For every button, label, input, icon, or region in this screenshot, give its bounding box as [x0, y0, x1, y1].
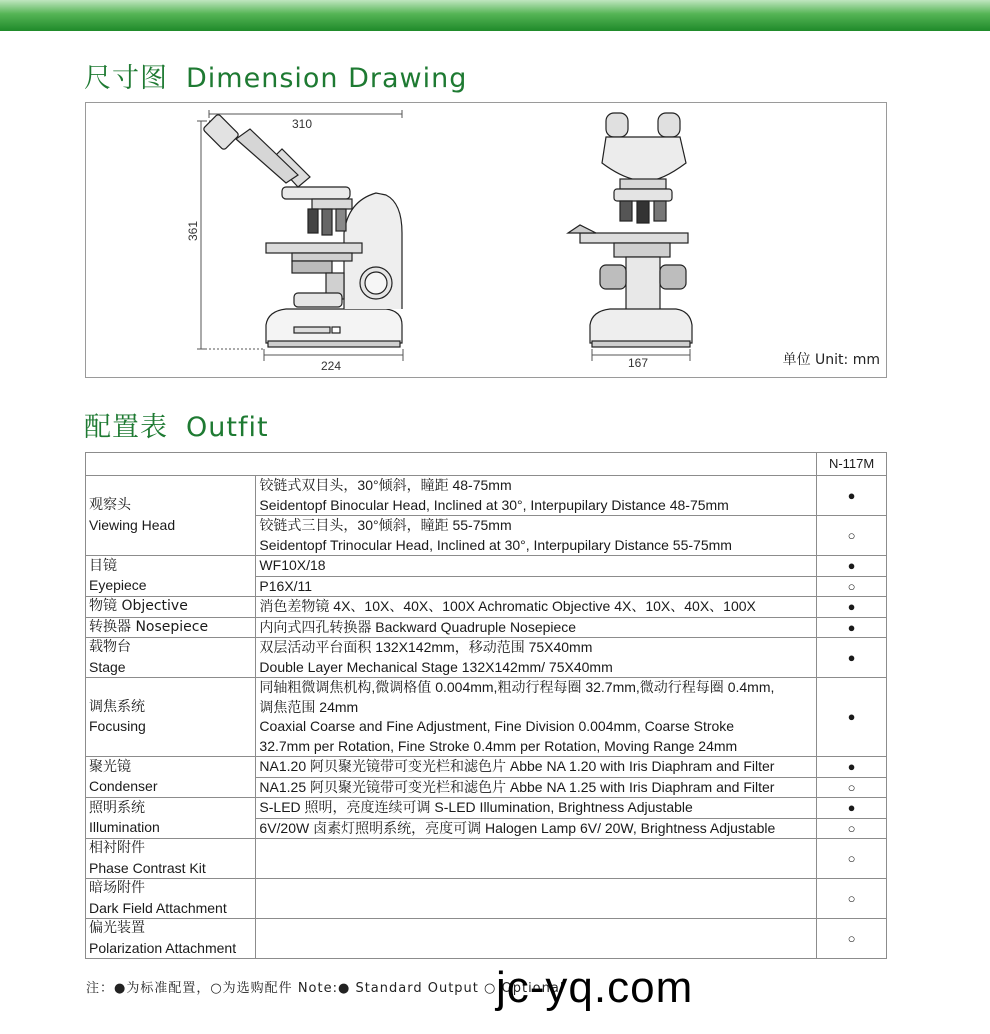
optional-mark: ○ [817, 516, 887, 556]
standard-mark: ● [817, 638, 887, 678]
dimension-drawing-panel [85, 102, 887, 378]
description-line: 调焦范围 24mm [259, 698, 359, 715]
category-cn: 调焦系统 [89, 698, 145, 715]
description-line: Seidentopf Binocular Head, Inclined at 30°, Interpupilary Distance 48-75mm [259, 496, 729, 513]
category-en: Focusing [89, 718, 146, 734]
category-cn: 偏光装置 [89, 920, 145, 936]
description-cell [256, 516, 817, 556]
category-cell [86, 597, 256, 618]
standard-mark: ● [817, 556, 887, 577]
table-row [86, 556, 887, 577]
standard-mark: ● [817, 597, 887, 618]
description-line: Double Layer Mechanical Stage 132X142mm/ 75X40mm [259, 658, 613, 675]
description-line: 铰链式双目头，30°倾斜，瞳距 48-75mm [259, 477, 512, 493]
description-line: 32.7mm per Rotation, Fine Stroke 0.4mm per Rotation, Moving Range 24mm [259, 737, 738, 754]
description-line: 6V/20W 卤素灯照明系统，亮度可调 Halogen Lamp 6V/ 20W, Brightness Adjustable [259, 819, 776, 836]
footnote: 注：●为标准配置，○为选购配件 Note:● Standard Output ○ Optional [86, 981, 565, 996]
optional-mark: ○ [817, 576, 887, 597]
model-header-cell: N-117M [817, 453, 887, 476]
description-cell [256, 818, 817, 839]
optional-mark: ○ [817, 777, 887, 798]
table-row [86, 597, 887, 618]
category-cell [86, 839, 256, 879]
description-line: 消色差物镜 4X、10X、40X、100X Achromatic Objective 4X、10X、40X、100X [259, 598, 756, 614]
category-en: Dark Field Attachment [89, 899, 227, 916]
description-cell [256, 919, 817, 959]
description-cell [256, 556, 817, 577]
category-cell [86, 919, 256, 959]
category-cn: 聚光镜 [89, 758, 131, 775]
category-cell [86, 556, 256, 597]
side-width-label: 310 [292, 117, 313, 131]
category-en: Polarization Attachment [89, 939, 237, 956]
dimension-drawing-title [84, 56, 467, 95]
table-header-row [86, 453, 887, 476]
dimension-title-en: Dimension Drawing [186, 63, 468, 94]
category-cell [86, 617, 256, 638]
category-en: Viewing Head [89, 516, 176, 533]
description-line: 内向式四孔转换器 Backward Quadruple Nosepiece [259, 618, 577, 635]
description-cell [256, 757, 817, 778]
side-view-microscope [203, 114, 402, 347]
description-cell [256, 777, 817, 798]
standard-mark: ● [817, 476, 887, 516]
category-cn: 照明系统 [89, 799, 145, 816]
standard-mark: ● [817, 617, 887, 638]
description-line: Coaxial Coarse and Fine Adjustment, Fine Division 0.004mm, Coarse Stroke [259, 718, 735, 734]
table-row [86, 839, 887, 879]
outfit-table [85, 452, 887, 959]
category-en: Phase Contrast Kit [89, 859, 206, 876]
description-line: 双层活动平台面积 132X142mm，移动范围 75X40mm [259, 639, 593, 655]
category-cell [86, 678, 256, 757]
description-line: P16X/11 [259, 577, 313, 594]
category-cell [86, 879, 256, 919]
front-base-label: 167 [628, 356, 649, 370]
category-cn: 物镜 Objective [89, 598, 188, 614]
outfit-title [84, 405, 269, 444]
description-line: NA1.25 阿贝聚光镜带可变光栏和滤色片 Abbe NA 1.25 with Iris Diaphram and Filter [259, 778, 775, 795]
description-line: 同轴粗微调焦机构,微调格值 0.004mm,粗动行程每圈 32.7mm,微动行程每圈 0.4mm, [259, 679, 775, 695]
optional-mark: ○ [817, 818, 887, 839]
category-en: Eyepiece [89, 577, 147, 593]
optional-mark: ○ [817, 879, 887, 919]
outfit-title-cn: 配置表 [84, 412, 168, 443]
description-cell [256, 638, 817, 678]
table-row [86, 476, 887, 516]
category-en: Stage [89, 658, 126, 675]
optional-mark: ○ [817, 839, 887, 879]
category-cn: 暗场附件 [89, 880, 145, 896]
side-base-label: 224 [321, 359, 342, 373]
table-row [86, 678, 887, 757]
side-height-label: 361 [186, 220, 200, 241]
table-row [86, 798, 887, 819]
unit-label: 单位 Unit: mm [782, 352, 880, 368]
table-row [86, 638, 887, 678]
description-line: S-LED 照明，亮度连续可调 S-LED Illumination, Brightness Adjustable [259, 799, 693, 815]
category-cell [86, 638, 256, 678]
description-cell [256, 879, 817, 919]
table-row [86, 919, 887, 959]
description-line: WF10X/18 [259, 557, 326, 573]
dimension-title-cn: 尺寸图 [84, 63, 168, 94]
category-cn: 相衬附件 [89, 840, 145, 856]
top-banner-bar [0, 0, 990, 31]
category-cn: 转换器 Nosepiece [89, 618, 209, 635]
watermark: jc-yq.com [496, 963, 694, 1012]
table-row [86, 617, 887, 638]
description-cell [256, 576, 817, 597]
description-cell [256, 678, 817, 757]
category-cn: 目镜 [89, 557, 117, 574]
category-cell [86, 476, 256, 556]
standard-mark: ● [817, 757, 887, 778]
header-empty-cell [86, 453, 817, 476]
description-cell [256, 617, 817, 638]
category-cell [86, 757, 256, 798]
microscope-drawing [86, 103, 888, 379]
front-view-microscope [568, 113, 692, 347]
table-row [86, 879, 887, 919]
standard-mark: ● [817, 798, 887, 819]
description-cell [256, 798, 817, 819]
table-row [86, 757, 887, 778]
description-line: Seidentopf Trinocular Head, Inclined at 30°, Interpupilary Distance 55-75mm [259, 536, 732, 553]
standard-mark: ● [817, 678, 887, 757]
description-cell [256, 597, 817, 618]
category-en: Illumination [89, 819, 160, 835]
description-line: NA1.20 阿贝聚光镜带可变光栏和滤色片 Abbe NA 1.20 with Iris Diaphram and Filter [259, 758, 775, 774]
optional-mark: ○ [817, 919, 887, 959]
category-cn: 观察头 [89, 497, 131, 513]
category-en: Condenser [89, 778, 158, 794]
outfit-title-en: Outfit [186, 412, 269, 443]
description-cell [256, 839, 817, 879]
category-cell [86, 798, 256, 839]
description-line: 铰链式三目头，30°倾斜，瞳距 55-75mm [259, 517, 512, 533]
category-cn: 载物台 [89, 639, 131, 655]
description-cell [256, 476, 817, 516]
